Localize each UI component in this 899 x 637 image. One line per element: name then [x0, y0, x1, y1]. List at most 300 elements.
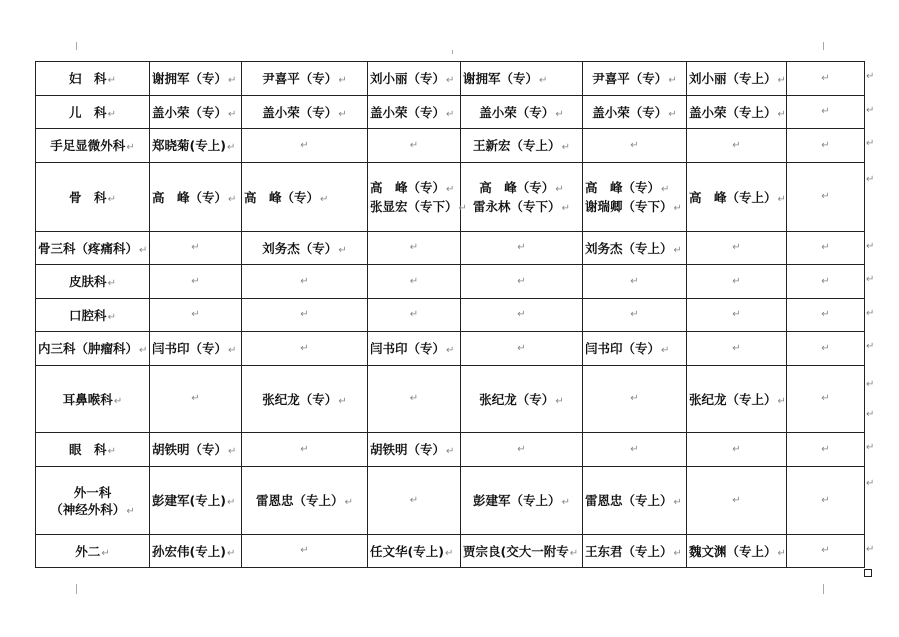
table-row	[36, 366, 865, 433]
doctor-entry	[463, 492, 580, 509]
schedule-cell[interactable]	[461, 535, 583, 568]
table-row	[36, 299, 865, 332]
doctor-name: 高 峰（专）	[370, 180, 446, 195]
schedule-cell[interactable]	[242, 129, 368, 163]
doctor-entry	[152, 189, 239, 206]
schedule-cell[interactable]	[687, 467, 787, 535]
doctor-entry	[689, 189, 784, 206]
schedule-cell[interactable]	[583, 535, 687, 568]
paragraph-mark: ↵	[673, 244, 682, 256]
paragraph-mark: ↵	[561, 203, 570, 214]
schedule-cell[interactable]	[368, 467, 461, 535]
schedule-cell[interactable]	[583, 265, 687, 299]
crop-mark-bottom-right	[823, 584, 824, 594]
paragraph-mark: ↵	[446, 184, 455, 195]
schedule-cell[interactable]	[150, 332, 242, 366]
department-cell	[36, 299, 150, 332]
doctor-entry	[585, 104, 684, 121]
department-cell	[36, 332, 150, 366]
schedule-cell[interactable]	[368, 366, 461, 433]
schedule-cell[interactable]	[368, 163, 467, 232]
row-end-mark: ↵	[866, 307, 875, 319]
schedule-cell[interactable]	[583, 232, 687, 265]
schedule-cell[interactable]	[687, 163, 787, 232]
schedule-cell[interactable]	[583, 332, 687, 366]
department-line	[38, 391, 147, 408]
schedule-cell[interactable]	[687, 129, 787, 163]
schedule-cell[interactable]	[583, 96, 687, 129]
paragraph-mark: ↵	[517, 309, 526, 320]
department-line	[38, 273, 147, 290]
department-cell	[36, 62, 150, 96]
doctor-name: 尹喜平（专）	[262, 71, 338, 86]
doctor-name: 彭建军（专上）	[473, 493, 561, 508]
doctor-entry	[585, 543, 684, 560]
doctor-name: 胡铁明（专）	[370, 442, 446, 457]
doctor-entry	[370, 179, 458, 196]
doctor-name: 彭建军(专上)	[152, 493, 226, 508]
schedule-cell[interactable]	[461, 265, 583, 299]
doctor-entry	[463, 70, 580, 87]
paragraph-mark: ↵	[661, 184, 670, 195]
department-line	[38, 104, 147, 121]
doctor-name: 高 峰（专）	[585, 180, 661, 195]
paragraph-mark: ↵	[446, 345, 455, 356]
row-end-mark: ↵	[866, 174, 875, 185]
schedule-cell[interactable]	[368, 96, 461, 129]
doctor-entry	[370, 104, 458, 121]
doctor-entry	[152, 340, 239, 357]
paragraph-mark: ↵	[555, 184, 564, 195]
schedule-cell[interactable]	[687, 232, 787, 265]
paragraph-mark: ↵	[777, 547, 786, 559]
table-row	[36, 467, 865, 535]
doctor-entry	[370, 340, 458, 357]
paragraph-mark: ↵	[101, 547, 110, 559]
crop-mark-top-right	[823, 42, 824, 50]
schedule-cell[interactable]	[787, 265, 865, 299]
doctor-entry	[370, 198, 467, 215]
doctor-entry	[244, 391, 365, 408]
paragraph-mark: ↵	[555, 108, 564, 120]
schedule-cell[interactable]	[583, 129, 687, 163]
paragraph-mark: ↵	[409, 139, 419, 151]
schedule-cell[interactable]	[242, 265, 368, 299]
schedule-cell[interactable]	[242, 366, 368, 433]
schedule-cell[interactable]	[150, 299, 242, 332]
table-row	[36, 332, 865, 366]
schedule-cell[interactable]	[687, 433, 787, 467]
paragraph-mark: ↵	[630, 393, 639, 404]
doctor-name: 闫书印（专）	[370, 341, 446, 356]
schedule-cell[interactable]	[687, 332, 787, 366]
department-name: （神经外科）	[50, 501, 126, 517]
doctor-entry	[463, 104, 580, 121]
doctor-entry	[244, 70, 365, 87]
department-cell	[36, 163, 150, 232]
schedule-cell[interactable]	[458, 163, 583, 232]
doctor-name: 高 峰（专）	[152, 189, 228, 205]
row-end-mark: ↵	[866, 409, 875, 420]
schedule-cell[interactable]	[150, 232, 242, 265]
doctor-name: 高 峰（专上）	[689, 189, 777, 205]
department-name: 妇 科	[69, 71, 107, 86]
paragraph-mark: ↵	[228, 345, 237, 356]
paragraph-mark: ↵	[107, 278, 116, 289]
schedule-cell[interactable]	[583, 163, 687, 232]
doctor-name: 张纪龙（专上）	[689, 391, 777, 407]
schedule-cell[interactable]	[583, 62, 687, 96]
schedule-cell[interactable]	[150, 467, 242, 535]
department-name: 耳鼻喉科	[62, 391, 113, 407]
paragraph-mark: ↵	[228, 446, 237, 457]
row-end-mark: ↵	[866, 274, 875, 285]
schedule-cell[interactable]	[368, 265, 461, 299]
schedule-cell[interactable]	[242, 232, 368, 265]
crop-mark-bottom-left	[76, 584, 77, 594]
paragraph-mark: ↵	[446, 108, 455, 120]
paragraph-mark: ↵	[446, 75, 455, 86]
schedule-cell[interactable]	[461, 62, 583, 96]
paragraph-mark: ↵	[226, 142, 236, 153]
table-row	[36, 265, 865, 299]
paragraph-mark: ↵	[539, 75, 548, 86]
schedule-cell[interactable]	[242, 467, 368, 535]
schedule-cell[interactable]	[583, 366, 687, 433]
doctor-name: 郑晓菊(专上)	[152, 138, 226, 153]
department-cell	[36, 265, 150, 299]
department-line	[38, 137, 147, 154]
doctor-name: 闫书印（专）	[152, 341, 228, 356]
schedule-cell[interactable]	[787, 129, 865, 163]
doctor-name: 谢拥军（专）	[152, 71, 228, 86]
doctor-name: 雷恩忠（专上）	[585, 493, 673, 508]
paragraph-mark: ↵	[300, 443, 309, 455]
paragraph-mark: ↵	[300, 275, 309, 287]
paragraph-mark: ↵	[673, 547, 682, 559]
doctor-entry	[244, 240, 365, 257]
doctor-entry	[463, 391, 580, 408]
paragraph-mark: ↵	[228, 75, 237, 86]
paragraph-mark: ↵	[821, 106, 830, 117]
paragraph-mark: ↵	[409, 275, 419, 287]
paragraph-mark: ↵	[777, 193, 786, 205]
doctor-name: 高 峰（专）	[244, 189, 320, 205]
paragraph-mark: ↵	[228, 108, 237, 120]
paragraph-mark: ↵	[344, 497, 353, 508]
table-row	[36, 232, 865, 265]
table-row	[36, 62, 865, 96]
paragraph-mark: ↵	[821, 72, 830, 84]
doctor-name: 张纪龙（专）	[262, 391, 338, 407]
table-row	[36, 129, 865, 163]
schedule-cell[interactable]	[150, 129, 242, 163]
doctor-name: 任文华(专上)	[370, 543, 444, 559]
schedule-cell[interactable]	[461, 366, 583, 433]
paragraph-mark: ↵	[821, 191, 830, 202]
doctor-name: 雷恩忠（专上）	[256, 493, 344, 508]
schedule-cell[interactable]	[787, 62, 865, 96]
paragraph-mark: ↵	[561, 497, 570, 508]
doctor-name: 雷永林（专下）	[473, 199, 561, 214]
department-name: 口腔科	[69, 307, 107, 323]
schedule-cell[interactable]	[687, 299, 787, 332]
paragraph-mark: ↵	[732, 309, 741, 320]
doctor-entry	[370, 441, 458, 458]
schedule-cell[interactable]	[787, 535, 865, 568]
schedule-cell[interactable]	[787, 299, 865, 332]
department-cell	[36, 129, 150, 163]
doctor-name: 胡铁明（专）	[152, 442, 228, 457]
row-end-mark: ↵	[866, 379, 875, 390]
doctor-entry	[689, 543, 784, 560]
schedule-cell[interactable]	[242, 163, 368, 232]
doctor-name: 盖小荣（专）	[262, 104, 338, 120]
paragraph-mark: ↵	[300, 309, 309, 320]
doctor-name: 王新宏（专上）	[473, 138, 561, 153]
paragraph-mark: ↵	[821, 139, 830, 151]
doctor-name: 王东君（专上）	[585, 543, 673, 559]
paragraph-mark: ↵	[338, 75, 347, 86]
doctor-name: 高 峰（专）	[479, 180, 555, 195]
schedule-cell[interactable]	[368, 62, 461, 96]
doctor-entry	[152, 70, 239, 87]
doctor-name: 贾宗良(交大一附专	[463, 543, 569, 559]
paragraph-mark: ↵	[191, 275, 200, 287]
department-cell	[36, 433, 150, 467]
doctor-entry	[152, 137, 239, 154]
paragraph-mark: ↵	[732, 443, 741, 455]
paragraph-mark: ↵	[300, 139, 309, 151]
paragraph-mark: ↵	[517, 242, 526, 253]
doctor-entry	[585, 340, 684, 357]
schedule-cell[interactable]	[150, 163, 242, 232]
paragraph-mark: ↵	[107, 311, 116, 323]
paragraph-mark: ↵	[191, 309, 200, 320]
schedule-table	[35, 61, 865, 568]
table-resize-handle[interactable]	[864, 569, 872, 577]
schedule-cell[interactable]	[461, 232, 583, 265]
department-cell	[36, 535, 150, 568]
schedule-cell[interactable]	[461, 467, 583, 535]
schedule-cell[interactable]	[242, 535, 368, 568]
department-name: 外二	[75, 543, 101, 559]
department-line	[38, 543, 147, 560]
schedule-cell[interactable]	[150, 366, 242, 433]
department-name: 手足显微外科	[50, 138, 126, 153]
paragraph-mark: ↵	[630, 275, 639, 287]
schedule-cell[interactable]	[242, 433, 368, 467]
doctor-name: 张纪龙（专）	[479, 391, 555, 407]
paragraph-mark: ↵	[732, 242, 741, 253]
paragraph-mark: ↵	[338, 244, 347, 256]
paragraph-mark: ↵	[517, 342, 526, 354]
schedule-cell[interactable]	[368, 332, 461, 366]
doctor-entry	[152, 104, 239, 121]
doctor-name: 盖小荣（专）	[592, 104, 668, 120]
department-line	[38, 70, 147, 87]
schedule-cell[interactable]	[787, 433, 865, 467]
doctor-entry	[463, 179, 580, 196]
schedule-cell[interactable]	[368, 129, 461, 163]
schedule-cell[interactable]	[787, 366, 865, 433]
crop-mark-top-mid	[452, 50, 453, 54]
schedule-cell[interactable]	[368, 433, 461, 467]
schedule-cell[interactable]	[787, 467, 865, 535]
department-line	[38, 189, 147, 206]
paragraph-mark: ↵	[446, 446, 455, 457]
schedule-cell[interactable]	[242, 96, 368, 129]
doctor-entry	[689, 391, 784, 408]
doctor-entry	[244, 104, 365, 121]
paragraph-mark: ↵	[107, 193, 116, 205]
schedule-cell[interactable]	[583, 299, 687, 332]
paragraph-mark: ↵	[668, 75, 677, 86]
department-name: 内三科（肿瘤科）	[38, 341, 139, 356]
department-cell	[36, 96, 150, 129]
paragraph-mark: ↵	[226, 547, 236, 559]
doctor-entry	[370, 543, 458, 560]
paragraph-mark: ↵	[107, 446, 116, 457]
schedule-cell[interactable]	[687, 366, 787, 433]
paragraph-mark: ↵	[409, 309, 419, 320]
doctor-entry	[244, 492, 365, 509]
schedule-cell[interactable]	[150, 433, 242, 467]
paragraph-mark: ↵	[139, 244, 148, 256]
paragraph-mark: ↵	[517, 443, 526, 455]
paragraph-mark: ↵	[732, 139, 741, 151]
doctor-name: 孙宏伟(专上)	[152, 543, 226, 559]
table-row	[36, 535, 865, 568]
paragraph-mark: ↵	[300, 545, 309, 556]
row-end-mark: ↵	[866, 138, 875, 149]
paragraph-mark: ↵	[191, 393, 200, 404]
department-name: 儿 科	[69, 104, 107, 120]
schedule-cell[interactable]	[583, 433, 687, 467]
paragraph-mark: ↵	[673, 497, 682, 508]
paragraph-mark: ↵	[126, 505, 135, 517]
doctor-name: 张显宏（专下）	[370, 199, 458, 214]
schedule-cell[interactable]	[368, 232, 461, 265]
paragraph-mark: ↵	[458, 203, 467, 214]
doctor-entry	[585, 492, 684, 509]
department-line	[38, 501, 147, 518]
schedule-cell[interactable]	[150, 62, 242, 96]
paragraph-mark: ↵	[661, 345, 670, 356]
schedule-cell[interactable]	[150, 96, 242, 129]
paragraph-mark: ↵	[338, 108, 347, 120]
schedule-cell[interactable]	[461, 332, 583, 366]
paragraph-mark: ↵	[126, 142, 135, 153]
schedule-cell[interactable]	[687, 96, 787, 129]
schedule-cell[interactable]	[687, 265, 787, 299]
doctor-name: 刘小丽（专）	[370, 71, 446, 86]
doctor-entry	[689, 104, 784, 121]
paragraph-mark: ↵	[409, 393, 419, 404]
schedule-cell[interactable]	[242, 299, 368, 332]
doctor-entry	[370, 70, 458, 87]
paragraph-mark: ↵	[409, 242, 419, 253]
schedule-cell[interactable]	[787, 163, 865, 232]
schedule-cell[interactable]	[787, 232, 865, 265]
paragraph-mark: ↵	[821, 494, 830, 506]
schedule-cell[interactable]	[687, 62, 787, 96]
paragraph-mark: ↵	[300, 342, 309, 354]
paragraph-mark: ↵	[630, 443, 639, 455]
schedule-cell[interactable]	[461, 129, 583, 163]
paragraph-mark: ↵	[777, 395, 786, 407]
schedule-cell[interactable]	[150, 535, 242, 568]
doctor-entry	[244, 189, 365, 206]
paragraph-mark: ↵	[821, 443, 830, 455]
row-end-mark: ↵	[866, 71, 875, 82]
doctor-name: 盖小荣（专）	[479, 104, 555, 120]
paragraph-mark: ↵	[228, 193, 237, 205]
department-name: 眼 科	[69, 442, 107, 457]
doctor-entry	[585, 179, 684, 196]
paragraph-mark: ↵	[630, 309, 639, 320]
doctor-name: 闫书印（专）	[585, 341, 661, 356]
paragraph-mark: ↵	[777, 75, 786, 86]
department-line	[38, 240, 147, 257]
paragraph-mark: ↵	[409, 494, 419, 506]
schedule-cell[interactable]	[461, 433, 583, 467]
paragraph-mark: ↵	[630, 139, 639, 151]
table-row	[36, 163, 865, 232]
doctor-entry	[585, 198, 684, 215]
department-line	[38, 484, 147, 501]
paragraph-mark: ↵	[107, 108, 116, 120]
paragraph-mark: ↵	[732, 342, 741, 354]
doctor-entry	[463, 198, 580, 215]
paragraph-mark: ↵	[320, 193, 329, 205]
department-cell	[36, 366, 150, 433]
schedule-cell[interactable]	[787, 332, 865, 366]
paragraph-mark: ↵	[107, 75, 116, 86]
schedule-cell[interactable]	[242, 332, 368, 366]
department-cell	[36, 232, 150, 265]
doctor-entry	[689, 70, 784, 87]
paragraph-mark: ↵	[732, 275, 741, 287]
doctor-name: 盖小荣（专）	[152, 104, 228, 120]
doctor-name: 尹喜平（专）	[592, 71, 668, 86]
doctor-name: 刘务杰（专上）	[585, 240, 673, 256]
schedule-cell[interactable]	[583, 467, 687, 535]
schedule-cell[interactable]	[242, 62, 368, 96]
row-end-mark: ↵	[866, 341, 875, 352]
department-line	[38, 441, 147, 458]
doctor-entry	[152, 543, 239, 560]
paragraph-mark: ↵	[777, 108, 786, 120]
schedule-cell[interactable]	[787, 96, 865, 129]
doctor-name: 谢拥军（专）	[463, 71, 539, 86]
schedule-cell[interactable]	[368, 535, 461, 568]
doctor-name: 刘务杰（专）	[262, 240, 338, 256]
paragraph-mark: ↵	[821, 309, 830, 320]
schedule-cell[interactable]	[461, 299, 583, 332]
doctor-name: 盖小荣（专）	[370, 104, 446, 120]
schedule-cell[interactable]	[461, 96, 583, 129]
schedule-cell[interactable]	[150, 265, 242, 299]
paragraph-mark: ↵	[821, 342, 830, 354]
row-end-mark: ↵	[866, 478, 875, 489]
doctor-entry	[152, 492, 239, 509]
row-end-mark: ↵	[866, 240, 875, 252]
schedule-cell[interactable]	[687, 535, 787, 568]
doctor-name: 谢瑞卿（专下）	[585, 199, 673, 214]
paragraph-mark: ↵	[191, 242, 200, 253]
schedule-cell[interactable]	[368, 299, 461, 332]
